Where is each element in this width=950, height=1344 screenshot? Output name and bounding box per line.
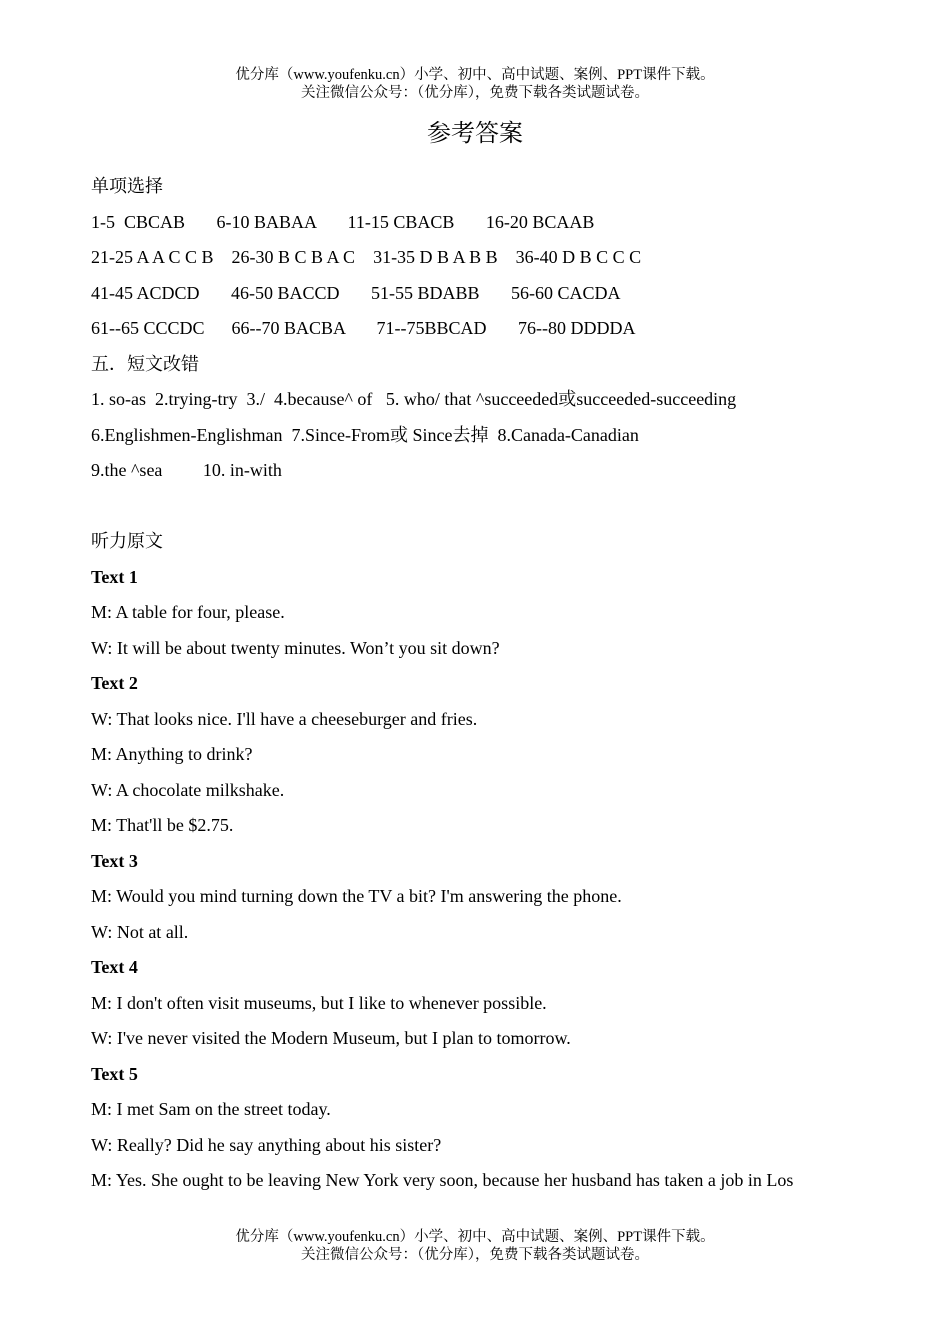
section-heading-listening: 听力原文	[91, 531, 163, 551]
page-title: 参考答案	[427, 121, 523, 147]
text-3-title: Text 3	[91, 850, 138, 871]
document-body	[91, 171, 871, 1201]
dialogue-line: W: I've never visited the Modern Museum, but I plan to tomorrow.	[91, 1028, 571, 1048]
dialogue-line: W: That looks nice. I'll have a cheeseburger and fries.	[91, 708, 478, 729]
dialogue-line: M: I met Sam on the street today.	[91, 1099, 331, 1119]
dialogue-line: M: Would you mind turning down the TV a bit? I'm answering the phone.	[91, 886, 622, 906]
dialogue-line: W: Not at all.	[91, 921, 189, 942]
dialogue-line: M: Anything to drink?	[91, 744, 253, 764]
answer-row-2: 21-25 A A C C B 26-30 B C B A C 31-35 D B A B B 36-40 D B C C C	[91, 247, 642, 267]
dialogue-line: W: A chocolate milkshake.	[91, 779, 285, 800]
dialogue-line: M: I don't often visit museums, but I like to whenever possible.	[91, 992, 547, 1013]
section-heading-error-correction: 五．短文改错	[91, 353, 199, 374]
footer-line-1: 优分库（www.youfenku.cn）小学、初中、高中试题、案例、PPT课件下载。	[235, 1229, 715, 1245]
footer-line-2: 关注微信公众号：（优分库），免费下载各类试题试卷。	[301, 1247, 649, 1263]
text-2-title: Text 2	[91, 673, 138, 693]
dialogue-line: M: That'll be $2.75.	[91, 815, 234, 835]
page-header	[0, 66, 950, 102]
dialogue-line: M: A table for four, please.	[91, 602, 285, 622]
dialogue-line: W: Really? Did he say anything about his sister?	[91, 1134, 442, 1155]
text-1-title: Text 1	[91, 566, 138, 587]
correction-line-2: 6.Englishmen-Englishman 7.Since-From或 Since去掉 8.Canada-Canadian	[91, 424, 639, 445]
correction-line-3: 9.the ^sea 10. in-with	[91, 460, 282, 480]
answer-row-4: 61--65 CCCDC 66--70 BACBA 71--75BBCAD 76--80 DDDDA	[91, 318, 636, 338]
text-4-title: Text 4	[91, 957, 138, 977]
correction-line-1: 1. so-as 2.trying-try 3./ 4.because^ of 5. who/ that ^succeeded或succeeded-succeeding	[91, 389, 737, 409]
header-line-2: 关注微信公众号：（优分库），免费下载各类试题试卷。	[301, 85, 649, 101]
section-heading-single-choice: 单项选择	[91, 176, 163, 196]
text-5-title: Text 5	[91, 1063, 138, 1084]
page-footer	[0, 1228, 950, 1264]
dialogue-line: M: Yes. She ought to be leaving New York very soon, because her husband has taken a job in Los	[91, 1170, 794, 1190]
header-line-1: 优分库（www.youfenku.cn）小学、初中、高中试题、案例、PPT课件下载。	[235, 67, 715, 83]
answer-row-3: 41-45 ACDCD 46-50 BACCD 51-55 BDABB 56-60 CACDA	[91, 282, 621, 303]
blank-line	[91, 491, 871, 527]
answer-row-1: 1-5 CBCAB 6-10 BABAA 11-15 CBACB 16-20 BCAAB	[91, 211, 595, 232]
dialogue-line: W: It will be about twenty minutes. Won’t you sit down?	[91, 637, 500, 658]
